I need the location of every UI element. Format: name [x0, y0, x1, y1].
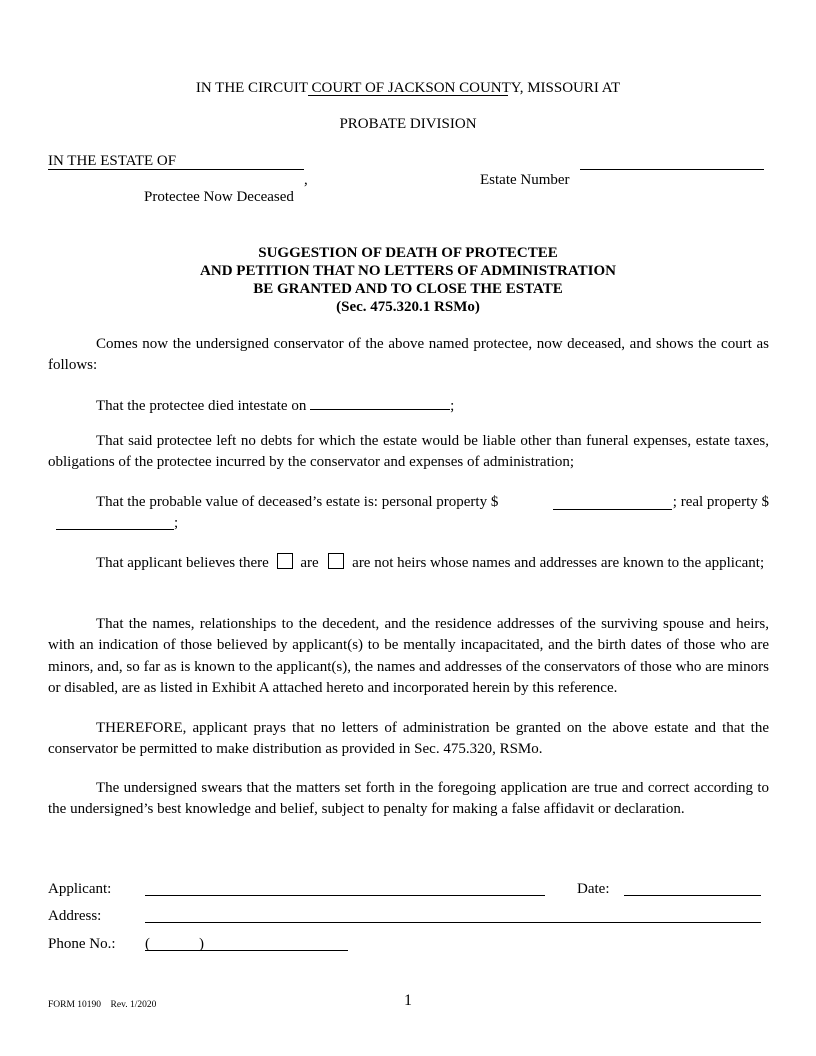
form-id: FORM 10190 Rev. 1/2020 — [48, 1000, 157, 1010]
paragraph-debts: That said protectee left no debts for which the estate would be liable other than funeral expenses, estate taxes, obligations of the protectee incurred by the conservator and expenses of administration; — [48, 433, 769, 470]
phone-number-field[interactable] — [205, 950, 348, 951]
heirs-are-label: are — [300, 555, 319, 571]
phone-area-code-field[interactable] — [145, 950, 205, 951]
date-of-death-semicolon: ; — [450, 398, 455, 414]
estate-number-label: Estate Number — [480, 172, 570, 188]
estate-number-field[interactable] — [580, 169, 764, 170]
page-number: 1 — [404, 992, 412, 1009]
date-of-death-field[interactable] — [310, 395, 450, 410]
protectee-name-field[interactable] — [48, 169, 304, 170]
real-property-label: ; real property $ — [672, 494, 769, 510]
address-field[interactable] — [145, 922, 761, 923]
heirs-are-not-checkbox[interactable] — [328, 553, 344, 569]
title-line-4: (Sec. 475.320.1 RSMo) — [336, 299, 480, 315]
document-title — [0, 244, 816, 316]
property-value-label: That the probable value of deceased’s estate is: personal property $ — [96, 494, 499, 510]
paragraph-heirs — [48, 553, 769, 574]
real-property-semicolon: ; — [174, 515, 179, 531]
paragraph-therefore: THEREFORE, applicant prays that no letters of administration be granted on the above estate and that the conservator be permitted to make distribution as provided in Sec. 475.320, RSMo. — [48, 720, 769, 757]
heirs-are-checkbox[interactable] — [277, 553, 293, 569]
estate-of-label: IN THE ESTATE OF — [48, 153, 177, 169]
division-heading: PROBATE DIVISION — [339, 116, 477, 132]
address-label: Address: — [48, 908, 102, 924]
caption-comma: , — [304, 172, 308, 188]
title-line-3: BE GRANTED AND TO CLOSE THE ESTATE — [253, 281, 563, 297]
paragraph-intro: Comes now the undersigned conservator of the above named protectee, now deceased, and shows the court as follows: — [48, 336, 769, 373]
title-line-1: SUGGESTION OF DEATH OF PROTECTEE — [258, 245, 558, 261]
date-field[interactable] — [624, 895, 761, 896]
real-property-field[interactable] — [56, 529, 174, 530]
paragraph-date-of-death — [48, 395, 769, 417]
date-label: Date: — [577, 881, 610, 897]
title-line-2: AND PETITION THAT NO LETTERS OF ADMINISTRATION — [200, 263, 616, 279]
phone-close-paren: ) — [199, 936, 204, 952]
phone-open-paren: ( — [145, 936, 150, 952]
court-location-field[interactable] — [308, 95, 508, 96]
date-of-death-label: That the protectee died intestate on — [96, 398, 307, 414]
applicant-label: Applicant: — [48, 881, 112, 897]
personal-property-field[interactable] — [553, 509, 672, 510]
paragraph-affidavit: The undersigned swears that the matters set forth in the foregoing application are true and correct according to the undersigned’s best knowledge and belief, subject to penalty for making a false affidavit or declaration. — [48, 780, 769, 817]
paragraph-exhibit-a: That the names, relationships to the decedent, and the residence addresses of the surviving spouse and heirs, with an indication of those believed by applicant(s) to be mentally incapacitated, and the birth dates of those who are minors, and, so far as is known to the applicant(s), the names and addresses of the conservators of those who are minors or disabled, are as listed in Exhibit A attached hereto and incorporated herein by this reference. — [48, 616, 769, 696]
heirs-are-not-label: are not heirs whose names and addresses are known to the applicant; — [352, 555, 765, 571]
court-heading: IN THE CIRCUIT COURT OF JACKSON COUNTY, MISSOURI AT — [195, 80, 621, 96]
protectee-label: Protectee Now Deceased — [144, 189, 294, 205]
heirs-label: That applicant believes there — [96, 555, 269, 571]
phone-label: Phone No.: — [48, 936, 116, 952]
applicant-field[interactable] — [145, 895, 545, 896]
